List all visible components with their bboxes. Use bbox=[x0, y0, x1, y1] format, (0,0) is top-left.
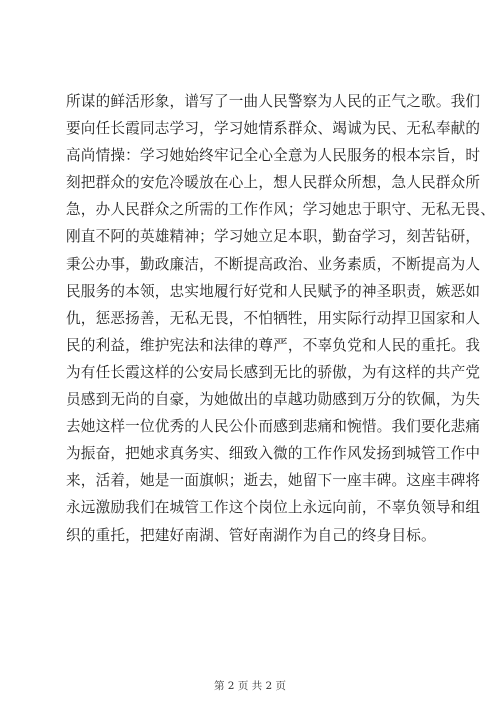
text-line: 永远激励我们在城管工作这个岗位上永远向前，不辜负领导和组 bbox=[66, 499, 481, 517]
text-line: 为有任长霞这样的公安局长感到无比的骄傲，为有这样的共产党 bbox=[66, 363, 481, 381]
text-line: 急，办人民群众之所需的工作作风；学习她忠于职守、无私无畏、 bbox=[66, 201, 496, 219]
text-line: 秉公办事，勤政廉洁，不断提高政治、业务素质，不断提高为人 bbox=[66, 255, 481, 273]
text-line: 仇，惩恶扬善，无私无畏，不怕牺牲，用实际行动捍卫国家和人 bbox=[66, 309, 481, 327]
page-number-footer: 第 2 页 共 2 页 bbox=[213, 680, 287, 692]
text-line: 去她这样一位优秀的人民公仆而感到悲痛和惋惜。我们要化悲痛 bbox=[66, 418, 481, 436]
text-line: 为振奋，把她求真务实、细致入微的工作作风发扬到城管工作中 bbox=[66, 445, 481, 463]
text-line: 民服务的本领，忠实地履行好党和人民赋予的神圣职责，嫉恶如 bbox=[66, 282, 481, 300]
text-line: 刚直不阿的英雄精神；学习她立足本职，勤奋学习，刻苦钻研， bbox=[66, 228, 481, 246]
body-paragraph bbox=[66, 88, 496, 549]
text-line: 来，活着，她是一面旗帜；逝去，她留下一座丰碑。这座丰碑将 bbox=[66, 472, 481, 490]
text-line: 员感到无尚的自豪，为她做出的卓越功勋感到万分的钦佩，为失 bbox=[66, 391, 481, 409]
text-line: 所谋的鲜活形象，谱写了一曲人民警察为人民的正气之歌。我们 bbox=[66, 93, 481, 110]
text-line: 刻把群众的安危冷暖放在心上，想人民群众所想，急人民群众所 bbox=[66, 174, 481, 192]
text-line: 民的利益，维护宪法和法律的尊严，不辜负党和人民的重托。我 bbox=[66, 336, 481, 354]
text-line: 高尚情操：学习她始终牢记全心全意为人民服务的根本宗旨，时 bbox=[66, 147, 481, 165]
text-line: 织的重托，把建好南湖、管好南湖作为自己的终身目标。 bbox=[66, 526, 436, 544]
text-line: 要向任长霞同志学习，学习她情系群众、竭诚为民、无私奉献的 bbox=[66, 120, 481, 138]
